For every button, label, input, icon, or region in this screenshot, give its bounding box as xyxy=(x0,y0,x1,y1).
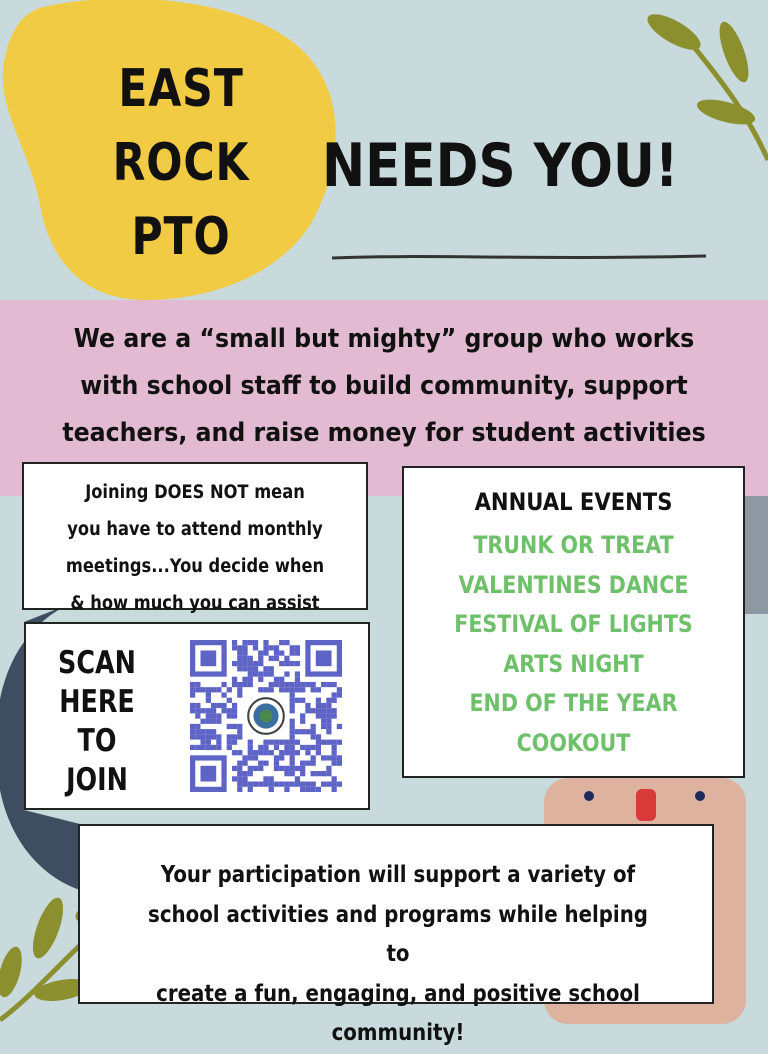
event-item: VALENTINES DANCE xyxy=(458,570,689,599)
join-note-card xyxy=(22,462,368,614)
annual-events-list xyxy=(404,526,743,763)
scan-to-join-label: SCAN HERE TO JOIN xyxy=(58,645,136,798)
title-line-3: PTO xyxy=(131,207,231,267)
title-line-2: ROCK xyxy=(112,133,250,193)
event-item: COOKOUT xyxy=(516,728,631,757)
participation-text: Your participation will support a variety of school activities and programs while helping to create a fun, engaging, and positive school community! xyxy=(148,862,648,1046)
character-eye-right xyxy=(695,791,705,801)
annual-events-heading: ANNUAL EVENTS xyxy=(474,488,673,516)
event-item: ARTS NIGHT xyxy=(503,649,644,678)
tagline-heading: NEEDS YOU! xyxy=(322,131,679,201)
character-eye-left xyxy=(584,791,594,801)
organization-title xyxy=(108,52,254,274)
qr-code-icon[interactable] xyxy=(190,640,342,792)
event-item: TRUNK OR TREAT xyxy=(473,531,674,559)
character-mouth-shape xyxy=(636,789,656,821)
participation-card xyxy=(78,824,714,1046)
annual-events-card xyxy=(402,466,745,778)
title-underline xyxy=(330,250,710,264)
event-item: FESTIVAL OF LIGHTS xyxy=(454,610,693,638)
event-item: END OF THE YEAR xyxy=(469,689,678,717)
scan-to-join-card xyxy=(24,622,370,810)
title-line-1: EAST xyxy=(118,59,244,119)
slate-tab-shape xyxy=(745,496,768,614)
join-note-text: Joining DOES NOT mean you have to attend monthly meetings...You decide when & how much you can assist xyxy=(65,482,325,614)
intro-text: We are a “small but mighty” group who works with school staff to build community, support teachers, and raise money for student activities xyxy=(62,324,706,448)
